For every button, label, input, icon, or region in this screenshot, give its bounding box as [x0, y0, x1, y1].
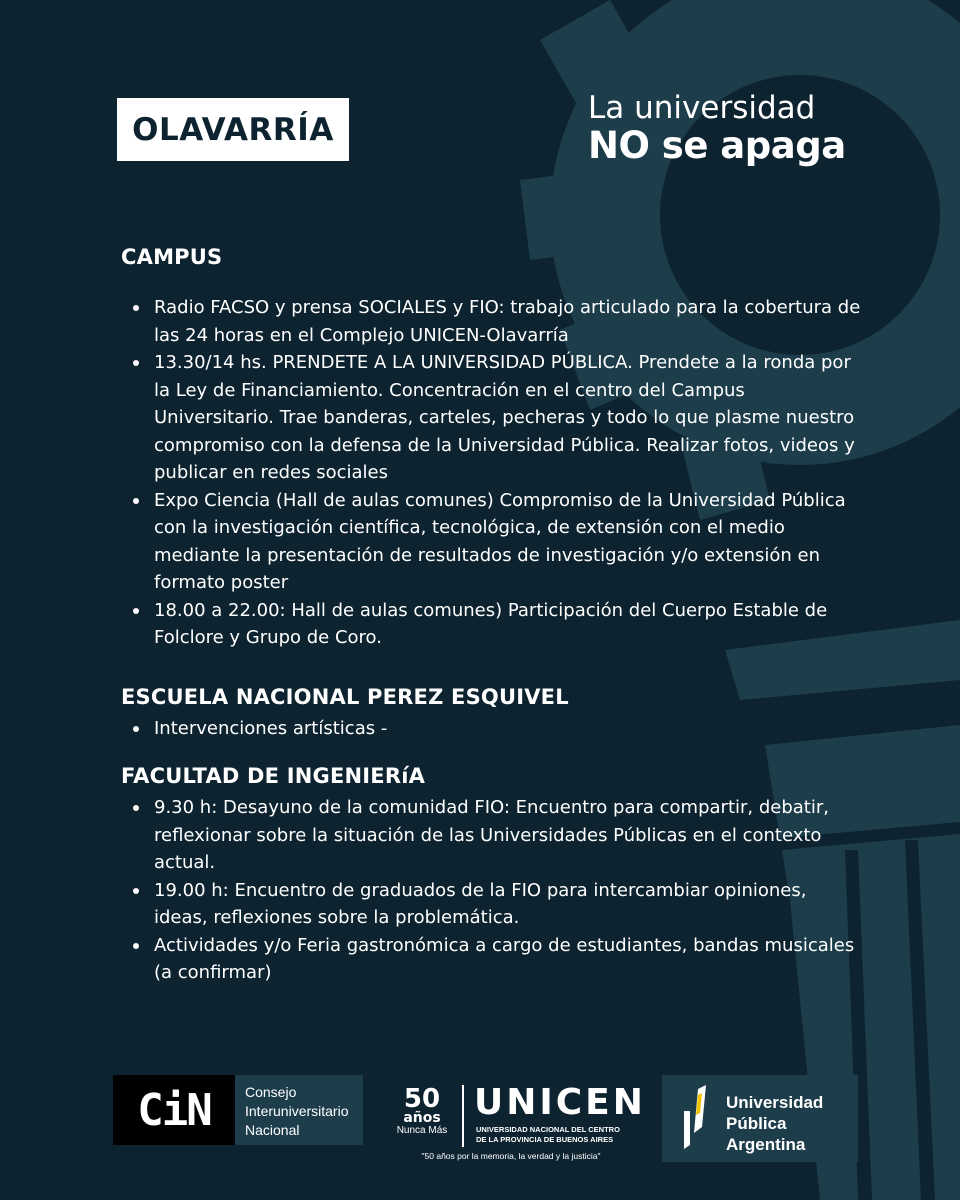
slogan-line-1: La universidad [588, 90, 816, 126]
upa-flame-icon [676, 1083, 716, 1153]
unicen-divider [462, 1085, 464, 1147]
list-item: 13.30/14 hs. PRENDETE A LA UNIVERSIDAD PÚBLICA. Prendete a la ronda por la Ley de Financiamiento. Concentración en el centro del Campus Universitario. Trae banderas, carteles, pecheras y todo lo que plasme nuestro compromiso con la defensa de la Universidad Pública. Realizar fotos, videos y publicar en redes sociales [121, 349, 861, 487]
escuela-list [121, 715, 861, 743]
campus-list [121, 294, 861, 652]
upa-line: Argentina [726, 1135, 806, 1154]
unicen-nunca-mas: Nunca Más [396, 1125, 448, 1136]
unicen-subtitle [476, 1125, 620, 1145]
upa-line: Pública [726, 1114, 787, 1133]
upa-logo [662, 1075, 858, 1162]
list-item: Radio FACSO y prensa SOCIALES y FIO: trabajo articulado para la cobertura de las 24 horas en el Complejo UNICEN-Olavarría [121, 294, 861, 349]
unicen-quote: "50 años por la memoria, la verdad y la justicia" [421, 1151, 601, 1161]
cin-logo [113, 1075, 363, 1145]
cin-logo-text [235, 1075, 363, 1145]
cin-line: Consejo [245, 1084, 297, 1100]
unicen-logo [386, 1083, 646, 1163]
list-item: Actividades y/o Feria gastronómica a cargo de estudiantes, bandas musicales (a confirmar) [121, 932, 861, 987]
unicen-sub-line: DE LA PROVINCIA DE BUENOS AIRES [476, 1135, 614, 1144]
cin-line: Interuniversitario [245, 1103, 349, 1119]
cin-line: Nacional [245, 1122, 300, 1138]
slogan-line-2: NO se apaga [588, 124, 846, 167]
list-item: Intervenciones artísticas - [121, 715, 861, 743]
slogan [588, 90, 846, 167]
section-title-facultad: FACULTAD DE INGENIERíA [121, 764, 426, 788]
upa-logo-text [726, 1092, 823, 1155]
cin-logo-mark: CiN [113, 1075, 235, 1145]
city-tag: OLAVARRÍA [117, 98, 349, 161]
section-title-escuela: ESCUELA NACIONAL PEREZ ESQUIVEL [121, 685, 569, 709]
upa-line: Universidad [726, 1093, 824, 1112]
list-item: 18.00 a 22.00: Hall de aulas comunes) Participación del Cuerpo Estable de Folclore y Grupo de Coro. [121, 597, 861, 652]
unicen-50-years-mark [386, 1084, 458, 1137]
unicen-anos: años [403, 1110, 441, 1126]
section-title-campus: CAMPUS [121, 245, 223, 269]
list-item: 9.30 h: Desayuno de la comunidad FIO: Encuentro para compartir, debatir, reflexionar sobre la situación de las Universidades Públicas en el contexto actual. [121, 794, 861, 877]
unicen-name: UNICEN [474, 1082, 646, 1123]
unicen-sub-line: UNIVERSIDAD NACIONAL DEL CENTRO [476, 1125, 620, 1134]
unicen-50: 50 [403, 1084, 441, 1114]
facultad-list [121, 794, 861, 987]
list-item: 19.00 h: Encuentro de graduados de la FIO para intercambiar opiniones, ideas, reflexiones sobre la problemática. [121, 877, 861, 932]
list-item: Expo Ciencia (Hall de aulas comunes) Compromiso de la Universidad Pública con la investigación científica, tecnológica, de extensión con el medio mediante la presentación de resultados de investigación y/o extensión en formato poster [121, 487, 861, 597]
